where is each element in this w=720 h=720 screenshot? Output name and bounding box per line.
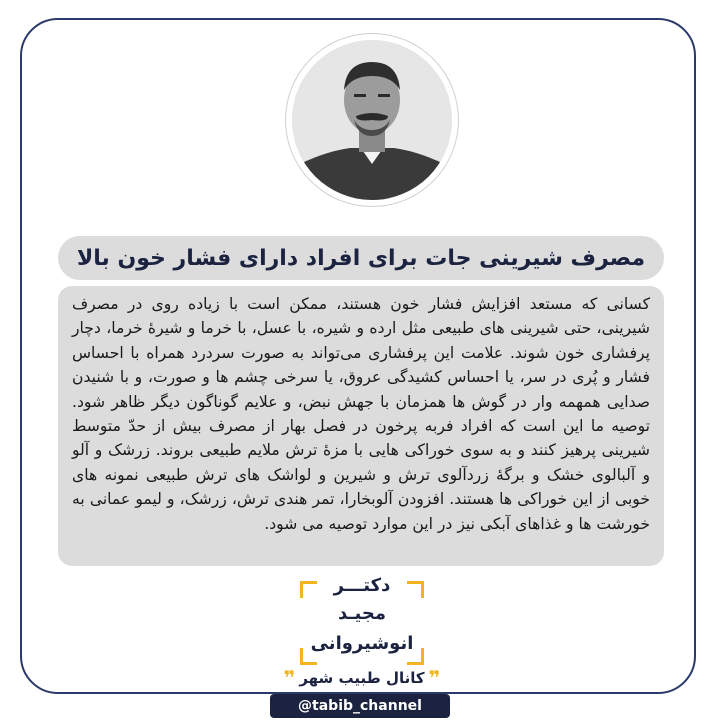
author-signature: [300, 575, 424, 667]
title-banner: [58, 236, 664, 280]
author-last-name: انوشیروانی: [310, 633, 414, 654]
quote-mark-icon: ❞: [428, 666, 441, 690]
author-first-name: مجیـد: [337, 603, 386, 624]
portrait-photo: [292, 40, 452, 200]
author-portrait: [286, 34, 458, 206]
quote-mark-icon: ❞: [283, 666, 296, 690]
channel-handle-badge[interactable]: [270, 694, 450, 718]
channel-handle[interactable]: @tabib_channel: [298, 698, 422, 714]
article-text: کسانی که مستعد افزایش فشار خون هستند، ممکن است با زیاده روی در مصرف شیرینی، حتی شیرینی های طبیعی مثل ارده و شیره، با عسل، با خرما و شیرهٔ خرما، دچار پرفشاری خون شوند. علامت این پرفشاری می‌تواند به صورت سردرد همراه با احساس فشار و پُری در سر، یا احساس کشیدگی عروق، یا سرخی چشم ها و صورت، و با شنیدن صدایی همهمه وار در گوش ها همزمان با جهش نبض، و علایم گوناگون دیگر ظاهر شود. توصیه ما این است که افراد فربه پرخون در فصل بهار از مصرف بیش از حدّ متوسط شیرینی پرهیز کنند و به سوی خوراکی هایی با مزهٔ ترش ملایم طبیعی بروند. زرشک و آلو و آلبالوی خشک و برگهٔ زردآلوی ترش و شیرین و لواشک های ترش طبیعی نمونه های خوبی از این خوراکی ها هستند. افزودن آلوبخارا، تمر هندی ترش، زرشک، و لیمو عمانی به خورشت ها و غذاهای آبکی نیز در این موارد توصیه می شود.: [72, 295, 650, 533]
channel-credit: [282, 668, 442, 688]
author-title: دکتـــر: [333, 575, 391, 596]
channel-label: کانال طبیب شهر: [299, 669, 425, 687]
article-body: [58, 286, 664, 566]
page-title: مصرف شیرینی جات برای افراد دارای فشار خون بالا: [76, 245, 646, 271]
